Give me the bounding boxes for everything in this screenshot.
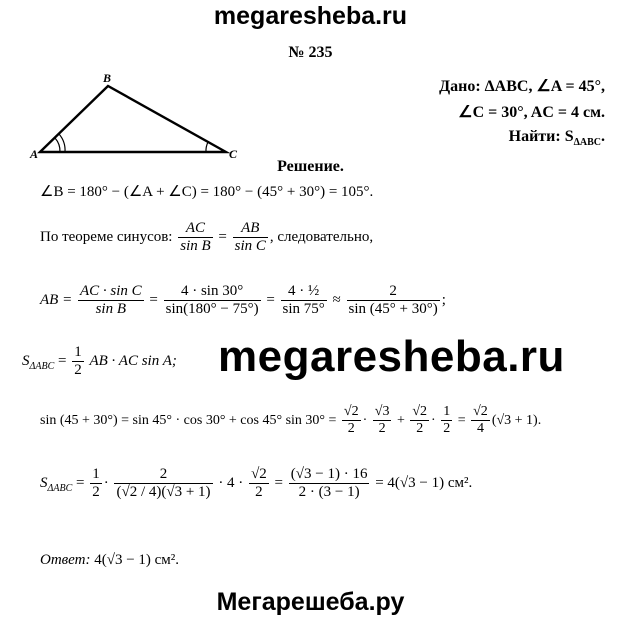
- problem-number: № 235: [288, 44, 333, 61]
- given-line-2: ∠C = 30°, AC = 4 см.: [458, 104, 605, 121]
- given-line-3: Найти: $S_{\Delta ABC}$.: [508, 128, 605, 149]
- answer-line: Ответ: 4(√3 − 1) см².: [40, 552, 180, 568]
- watermark-bottom: Мегарешеба.ру: [216, 588, 405, 616]
- angle-a-arc-1: [55, 138, 60, 152]
- watermark-top: megaresheba.ru: [213, 2, 408, 30]
- vertex-b-label: B: [103, 72, 112, 85]
- angle-c-arc: [206, 142, 208, 152]
- vertex-c-label: C: [229, 147, 238, 161]
- sine-sum-line: sin (45 + 30°) = sin 45° · cos 30° + cos 45° sin 30° = $\frac{√2}{2}$ · $\frac{√3}{2}$ + $\frac{√2}{2}$ · $\frac{1}{2}$ = $\frac{√2}{4}$ (√3 + 1).: [40, 404, 542, 437]
- given-line-1: Дано: ΔABC, ∠A = 45°,: [439, 78, 605, 95]
- triangle-diagram: [28, 72, 243, 162]
- watermark-middle: megaresheba.ru: [218, 332, 565, 381]
- triangle-shape: [40, 86, 226, 152]
- angle-b-line: ∠B = 180° − (∠A + ∠C) = 180° − (45° + 30°) = 105°.: [40, 184, 374, 200]
- solution-heading: Решение.: [277, 158, 344, 175]
- vertex-a-label: A: [30, 147, 39, 161]
- ab-computation-line: AB = $\frac{\text{AC · sin C}}{\text{sin B}}$ = $\frac{4 \cdot \sin 30^\circ}{\sin(180^\circ - 75^\circ)}$ = $\frac{\text{4 · ½}}{\sin 75^\circ}$ ≈ $\frac{2}{\sin (45^\circ + 30^\circ)}$ ;: [40, 283, 446, 318]
- final-area-line: $S_{\Delta ABC}$ = $\frac{1}{2}$ · $\frac{2}{(√2 / 4)(√3 + 1)}$ · 4 · $\frac{√2}{2}$ = $\frac{(√3 - 1) \cdot 16}{2 \cdot (3 - 1)}$ = 4(√3 − 1) см².: [40, 466, 473, 501]
- area-formula-line: $S_{\Delta ABC}$ = $\frac{1}{2}$ AB · AC sin A;: [22, 344, 177, 379]
- sine-theorem-line: По теореме синусов: $\frac{AC}{\text{sin B}}$ = $\frac{AB}{\text{sin C}}$ , следовательно,: [40, 220, 374, 255]
